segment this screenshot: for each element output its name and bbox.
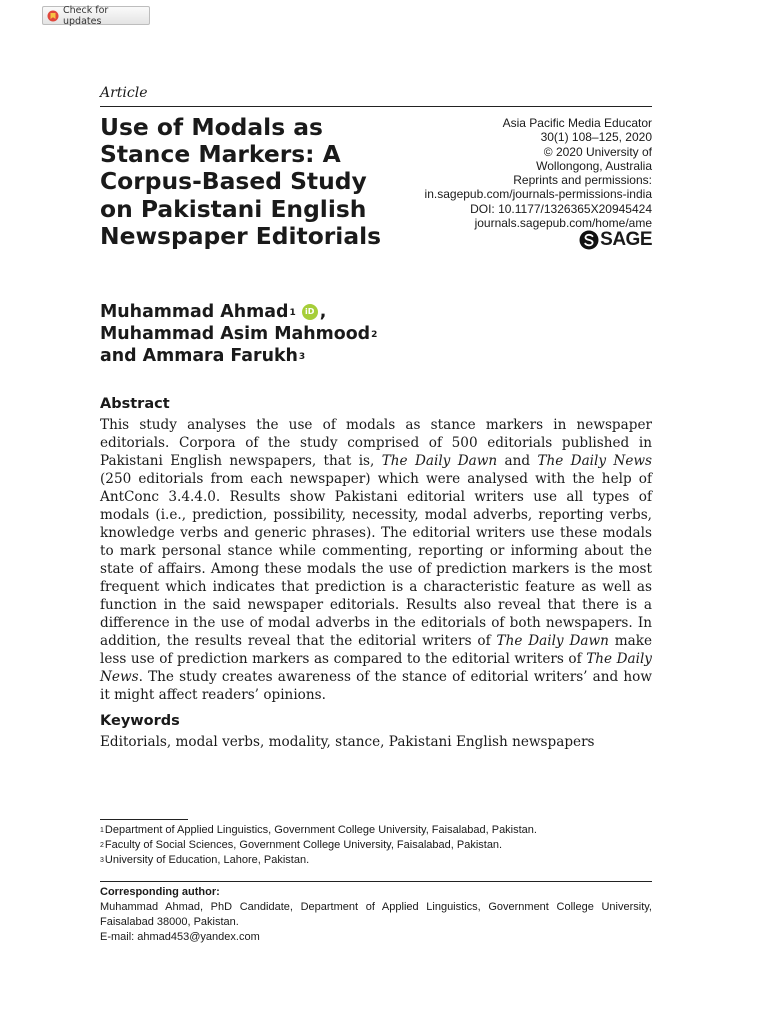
journal-copyright: © 2020 University of (543, 144, 652, 159)
title-line: Use of Modals as (100, 113, 323, 141)
title-line: on Pakistani English (100, 194, 367, 223)
journal-doi[interactable]: DOI: 10.1177/1326365X20945424 (470, 201, 652, 216)
footnote-text: Faculty of Social Sciences, Government College University, Faisalabad, Pakistan. (104, 839, 503, 851)
corresponding-body: Muhammad Ahmad, PhD Candidate, Department of Applied Linguistics, Government College University, Faisalabad 38000, Pakistan. (100, 901, 652, 928)
footnote-sup: 3 (100, 857, 104, 864)
journal-permissions-url[interactable]: in.sagepub.com/journals-permissions-india (424, 187, 652, 202)
header-rule (100, 106, 652, 107)
abstract-body (100, 416, 652, 704)
abstract-heading: Abstract (100, 396, 170, 412)
author-line (100, 323, 377, 345)
affiliation-footnotes (100, 823, 537, 868)
corresponding-email[interactable]: E-mail: ahmad453@yandex.com (100, 931, 260, 943)
orcid-icon[interactable]: iD (302, 304, 318, 320)
abstract-text: (250 editorials from each newspaper) which were analysed with the help of AntConc 3.4.4.0. Results show Pakistani editorial writers use all types of modals (i.e., prediction, possibility, necessity, modal adverbs, reporting verbs, knowledge verbs and generic phrases). The editorial writers use these modals to mark personal stance while commenting, reporting or informing about the state of affairs. Among these modals the use of prediction markers is the most frequent which indicates that prediction is a characteristic feature as well as function in the said newspaper editorials. Results also reveal that there is a difference in the use of modal adverbs in the editorials of both newspapers. In addition, the results reveal that the editorial writers of (100, 471, 652, 649)
abstract-text: make less use of prediction markers as compared to the editorial writers of (100, 633, 653, 667)
corresponding-rule (100, 881, 652, 882)
title-line: Stance Markers: A (100, 140, 341, 169)
author-separator: , (319, 302, 327, 322)
footnote (100, 823, 537, 838)
check-for-updates-button[interactable] (42, 6, 150, 25)
footnote (100, 853, 537, 868)
journal-info (425, 116, 652, 230)
keywords-heading: Keywords (100, 713, 180, 729)
author-name: Muhammad Ahmad (100, 302, 289, 322)
corresponding-heading: Corresponding author: (100, 886, 220, 898)
check-for-updates-label: Check for updates (63, 4, 109, 27)
journal-volume: 30(1) 108–125, 2020 (540, 130, 652, 145)
author-name: Muhammad Asim Mahmood (100, 324, 371, 344)
keywords-body: Editorials, modal verbs, modality, stance, Pakistani English newspapers (100, 734, 595, 750)
footnote-sup: 1 (100, 827, 104, 834)
corresponding-author (100, 885, 652, 945)
abstract-text: and (497, 453, 538, 469)
abstract-text: . The study creates awareness of the stance of editorial writers’ and how it might affect readers’ opinions. (100, 669, 652, 703)
author-name: and Ammara Farukh (100, 346, 298, 366)
article-type-label: Article (100, 85, 148, 101)
footnote-sup: 2 (100, 842, 104, 849)
affiliation-sup: 1 (289, 308, 296, 318)
footnote-text: University of Education, Lahore, Pakistan. (104, 854, 310, 866)
abstract-text: This study analyses the use of modals as stance markers in newspaper editorials. Corpora of the study comprised of 500 editorials published in Pakistani English newspapers, that is, (100, 417, 652, 469)
sage-logo-text: SAGE (600, 229, 652, 250)
title-line: Corpus-Based Study (100, 167, 367, 196)
article-title (100, 114, 400, 250)
newspaper-title: The Daily News (100, 651, 652, 685)
publisher-logo (579, 229, 652, 251)
author-list (100, 301, 377, 367)
footnote-text: Department of Applied Linguistics, Government College University, Faisalabad, Pakistan. (104, 824, 537, 836)
journal-copyright-holder: Wollongong, Australia (536, 158, 652, 173)
sage-logo-icon (579, 230, 599, 250)
footnote-rule (100, 819, 188, 820)
affiliation-sup: 3 (298, 352, 306, 362)
author-line (100, 345, 377, 367)
title-line: Newspaper Editorials (100, 221, 382, 250)
journal-name: Asia Pacific Media Educator (502, 116, 652, 130)
journal-home-url[interactable]: journals.sagepub.com/home/ame (474, 216, 652, 231)
journal-reprints: Reprints and permissions: (513, 173, 652, 188)
author-line (100, 301, 377, 323)
newspaper-title: The Daily Dawn (496, 633, 609, 649)
newspaper-title: The Daily News (537, 453, 652, 469)
affiliation-sup: 2 (371, 330, 378, 340)
footnote (100, 838, 537, 853)
crossmark-icon (47, 10, 59, 22)
newspaper-title: The Daily Dawn (381, 453, 498, 469)
